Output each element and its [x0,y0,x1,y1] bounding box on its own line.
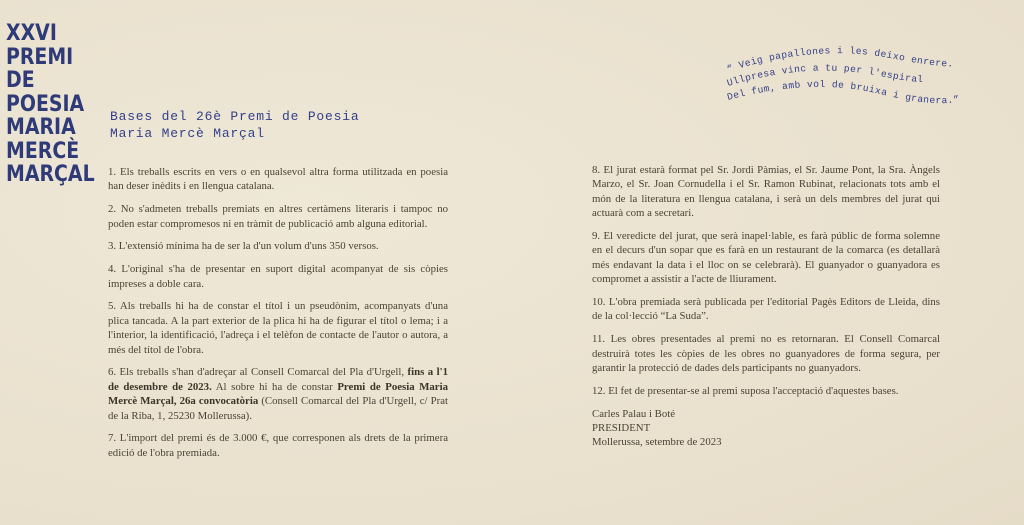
rules-column-right [592,163,940,449]
rule-paragraph: 7. L'import del premi és de 3.000 €, que corresponen als drets de la primera edició de l'obra premiada. [108,432,448,459]
rule-paragraph: 11. Les obres presentades al premi no es retornaran. El Consell Comarcal destruirà totes les còpies de les obres no guanyadores de forma segura, per garantir la protecció de dades dels participants no guanyadors. [592,333,940,375]
rule-text: 6. Els treballs s'han d'adreçar al Consell Comarcal del Pla d'Urgell, [108,366,408,379]
poem-quote-svg [720,45,1010,128]
logo-line: MERCÈ [6,138,80,164]
logo-line: XXVI [6,21,57,46]
logo-line: MARIA [6,115,76,140]
logo-line: DE [6,68,35,93]
rule-text: Al sobre hi ha de constar [211,380,338,393]
title-line-2: Maria Mercè Marçal [110,126,265,141]
rule-paragraph: 10. L'obra premiada serà publicada per l'editorial Pagès Editors de Lleida, dins de la col·lecció “La Suda”. [592,296,940,323]
document-title [110,108,359,142]
logo-line: POESIA [6,91,85,117]
rule-paragraph: 4. L'original s'ha de presentar en suport digital acompanyat de sis còpies impreses a doble cara. [108,263,448,290]
rule-paragraph: 8. El jurat estarà format pel Sr. Jordi Pàmias, el Sr. Jaume Pont, la Sra. Àngels Marzo, el Sr. Joan Cornudella i el Sr. Ramon Rubinat, relacionats tots amb el món de la literatura en llengua catalana, i serà un dels membres del jurat qui actuarà com a secretari. [592,164,940,220]
logo-line: PREMI [6,44,74,70]
rule-paragraph: 9. El veredicte del jurat, que serà inapel·lable, es farà públic de forma solemne en el decurs d'un sopar que es farà en un restaurant de la comarca (es detallarà més endavant la data i el lloc on se celebrarà). El guanyador o guanyadora es compromet a assistir a l'acte de lliurament. [592,230,940,286]
poem-quote [720,45,1010,128]
rule-paragraph [108,365,448,423]
rule-paragraph: 1. Els treballs escrits en vers o en qualsevol altra forma utilitzada en poesia han deser inèdits i en llengua catalana. [108,166,448,193]
rule-paragraph: 3. L'extensió mínima ha de ser la d'un volum d'uns 350 versos. [108,240,379,253]
logo-line: MARÇAL [6,162,95,187]
quote-line-1: “ Veig papallones i les deixo enrere. [725,45,954,75]
signatory-name: Carles Palau i Boté [592,407,676,420]
rule-text: (Consell Comarcal del Pla d'Urgell, c/ Prat de la Riba, 1, 25230 Mollerussa). [108,395,448,422]
deadline-text: fins a l'1 de desembre de 2023. [108,366,449,393]
signature-place-date: Mollerussa, setembre de 2023 [592,436,722,449]
rule-paragraph: 12. El fet de presentar-se al premi suposa l'acceptació d'aquestes bases. [592,384,899,397]
rule-paragraph: 5. Als treballs hi ha de constar el títol i un pseudònim, acompanyats d'una plica tancada. A la part exterior de la plica hi ha de figurar el títol o lema; i a l'interior, la identificació, l'adreça i el telèfon de contacte de l'autor o autora, a més del títol de l'obra. [108,300,448,356]
rule-paragraph: 2. No s'admeten treballs premiats en altres certàmens literaris i tampoc no poden estar compromesos ni en tràmit de publicació amb alguna editorial. [108,203,448,230]
prize-logo [6,21,95,187]
title-line-1: Bases del 26è Premi de Poesia [110,109,360,124]
signature-block [592,407,940,450]
signatory-role: PRESIDENT [592,421,651,434]
quote-line-2: Ullpresa vinc a tu per l'espiral [725,62,924,89]
quote-line-3: Del fum, amb vol de bruixa i granera.” [725,78,961,107]
envelope-label: Premi de Poesia Maria Mercè Marçal, 26a convocatòria [108,380,448,408]
rules-column-left [108,165,448,469]
